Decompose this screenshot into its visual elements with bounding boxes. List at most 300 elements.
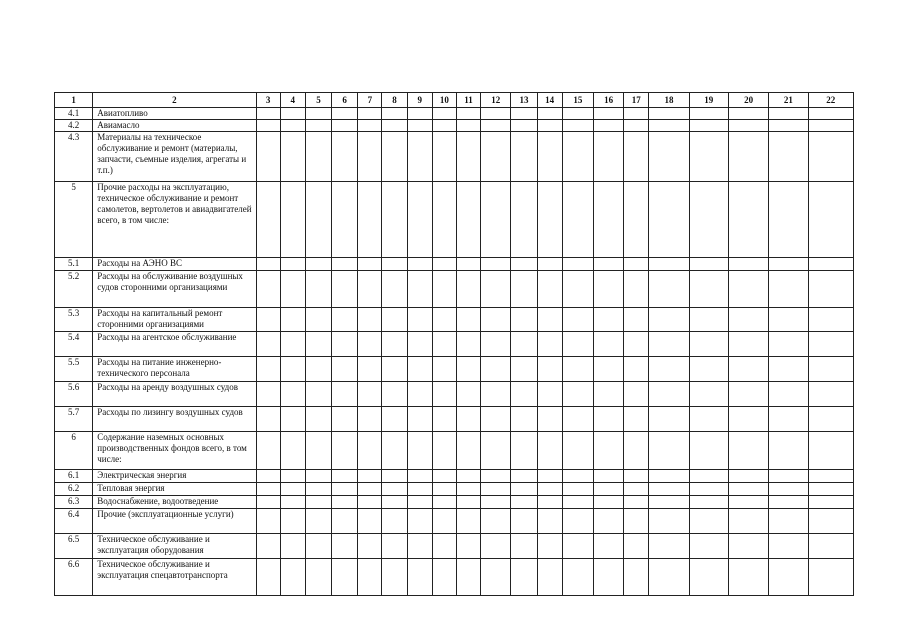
value-cell [689, 483, 728, 496]
value-cell [407, 132, 432, 182]
value-cell [456, 509, 480, 534]
value-cell [593, 120, 623, 132]
row-name: Техническое обслуживание и эксплуатация оборудования [93, 534, 256, 559]
value-cell [332, 496, 358, 509]
value-cell [481, 258, 511, 271]
value-cell [280, 509, 305, 534]
row-name: Материалы на техническое обслуживание и ремонт (материалы, запчасти, съемные изделия, агрегаты и т.п.) [93, 132, 256, 182]
value-cell [649, 357, 689, 382]
value-cell [649, 483, 689, 496]
value-cell [256, 470, 280, 483]
value-cell [280, 382, 305, 407]
value-cell [456, 332, 480, 357]
value-cell [769, 496, 808, 509]
value-cell [382, 407, 407, 432]
value-cell [456, 357, 480, 382]
value-cell [456, 258, 480, 271]
row-name: Прочие (эксплуатационные услуги) [93, 509, 256, 534]
value-cell [624, 382, 649, 407]
value-cell [332, 382, 358, 407]
column-number-22: 22 [808, 93, 853, 108]
value-cell [769, 483, 808, 496]
value-cell [624, 483, 649, 496]
value-cell [407, 559, 432, 596]
row-name: Авиамасло [93, 120, 256, 132]
value-cell [432, 258, 456, 271]
value-cell [769, 509, 808, 534]
value-cell [537, 308, 562, 332]
row-number: 5.7 [55, 407, 93, 432]
column-number-15: 15 [562, 93, 593, 108]
value-cell [769, 108, 808, 120]
value-cell [256, 496, 280, 509]
value-cell [432, 332, 456, 357]
value-cell [624, 534, 649, 559]
value-cell [456, 407, 480, 432]
value-cell [593, 182, 623, 258]
value-cell [593, 132, 623, 182]
value-cell [593, 407, 623, 432]
value-cell [432, 271, 456, 308]
value-cell [382, 108, 407, 120]
value-cell [769, 308, 808, 332]
value-cell [808, 509, 853, 534]
table-row [55, 559, 854, 596]
value-cell [256, 432, 280, 470]
value-cell [728, 470, 768, 483]
value-cell [624, 258, 649, 271]
value-cell [280, 470, 305, 483]
value-cell [358, 509, 382, 534]
value-cell [593, 258, 623, 271]
column-number-19: 19 [689, 93, 728, 108]
value-cell [407, 534, 432, 559]
value-cell [481, 182, 511, 258]
value-cell [562, 357, 593, 382]
value-cell [481, 407, 511, 432]
value-cell [481, 108, 511, 120]
value-cell [769, 332, 808, 357]
value-cell [689, 470, 728, 483]
value-cell [649, 332, 689, 357]
row-number: 5.6 [55, 382, 93, 407]
row-name: Авиатопливо [93, 108, 256, 120]
row-number: 6.2 [55, 483, 93, 496]
value-cell [537, 258, 562, 271]
value-cell [280, 271, 305, 308]
value-cell [769, 271, 808, 308]
value-cell [456, 534, 480, 559]
value-cell [382, 382, 407, 407]
value-cell [808, 496, 853, 509]
value-cell [562, 470, 593, 483]
value-cell [537, 559, 562, 596]
value-cell [537, 332, 562, 357]
value-cell [624, 308, 649, 332]
value-cell [280, 182, 305, 258]
value-cell [511, 271, 537, 308]
value-cell [332, 509, 358, 534]
value-cell [562, 182, 593, 258]
value-cell [511, 496, 537, 509]
value-cell [305, 559, 331, 596]
value-cell [280, 332, 305, 357]
table-body [55, 108, 854, 596]
value-cell [332, 470, 358, 483]
value-cell [305, 108, 331, 120]
cost-table-sheet [54, 92, 854, 596]
value-cell [481, 534, 511, 559]
value-cell [511, 483, 537, 496]
value-cell [689, 332, 728, 357]
value-cell [456, 382, 480, 407]
row-name: Прочие расходы на эксплуатацию, техническое обслуживание и ремонт самолетов, вертолетов и авиадвигателей всего, в том числе: [93, 182, 256, 258]
row-number: 5.3 [55, 308, 93, 332]
row-number: 6.4 [55, 509, 93, 534]
value-cell [305, 496, 331, 509]
value-cell [649, 534, 689, 559]
value-cell [511, 308, 537, 332]
value-cell [256, 108, 280, 120]
value-cell [456, 108, 480, 120]
row-name: Расходы по лизингу воздушных судов [93, 407, 256, 432]
value-cell [537, 534, 562, 559]
value-cell [358, 182, 382, 258]
value-cell [808, 559, 853, 596]
value-cell [728, 483, 768, 496]
value-cell [728, 559, 768, 596]
value-cell [407, 108, 432, 120]
value-cell [407, 258, 432, 271]
value-cell [382, 182, 407, 258]
value-cell [624, 108, 649, 120]
value-cell [728, 382, 768, 407]
column-number-3: 3 [256, 93, 280, 108]
value-cell [256, 332, 280, 357]
column-number-16: 16 [593, 93, 623, 108]
value-cell [305, 432, 331, 470]
value-cell [432, 496, 456, 509]
value-cell [537, 357, 562, 382]
column-number-10: 10 [432, 93, 456, 108]
value-cell [562, 407, 593, 432]
value-cell [562, 432, 593, 470]
value-cell [649, 407, 689, 432]
value-cell [649, 132, 689, 182]
value-cell [432, 132, 456, 182]
value-cell [689, 132, 728, 182]
value-cell [562, 509, 593, 534]
value-cell [456, 559, 480, 596]
value-cell [689, 308, 728, 332]
value-cell [593, 432, 623, 470]
value-cell [689, 271, 728, 308]
value-cell [481, 120, 511, 132]
value-cell [432, 120, 456, 132]
value-cell [689, 559, 728, 596]
value-cell [382, 258, 407, 271]
value-cell [593, 509, 623, 534]
value-cell [593, 332, 623, 357]
table-row [55, 332, 854, 357]
value-cell [808, 357, 853, 382]
row-name: Расходы на АЭНО ВС [93, 258, 256, 271]
value-cell [432, 470, 456, 483]
value-cell [481, 483, 511, 496]
value-cell [728, 132, 768, 182]
value-cell [562, 496, 593, 509]
value-cell [511, 108, 537, 120]
column-number-9: 9 [407, 93, 432, 108]
value-cell [305, 132, 331, 182]
value-cell [481, 509, 511, 534]
value-cell [407, 357, 432, 382]
value-cell [593, 357, 623, 382]
value-cell [511, 509, 537, 534]
value-cell [562, 308, 593, 332]
value-cell [481, 559, 511, 596]
row-number: 4.1 [55, 108, 93, 120]
row-name: Техническое обслуживание и эксплуатация спецавтотранспорта [93, 559, 256, 596]
value-cell [593, 470, 623, 483]
table-row [55, 308, 854, 332]
column-number-8: 8 [382, 93, 407, 108]
value-cell [808, 271, 853, 308]
value-cell [481, 308, 511, 332]
value-cell [481, 496, 511, 509]
value-cell [382, 534, 407, 559]
value-cell [649, 108, 689, 120]
value-cell [728, 496, 768, 509]
value-cell [305, 120, 331, 132]
value-cell [537, 120, 562, 132]
value-cell [305, 509, 331, 534]
value-cell [562, 382, 593, 407]
value-cell [593, 108, 623, 120]
value-cell [305, 483, 331, 496]
value-cell [332, 357, 358, 382]
column-number-14: 14 [537, 93, 562, 108]
value-cell [407, 332, 432, 357]
value-cell [808, 258, 853, 271]
value-cell [280, 534, 305, 559]
value-cell [562, 483, 593, 496]
value-cell [280, 308, 305, 332]
value-cell [382, 470, 407, 483]
value-cell [382, 483, 407, 496]
value-cell [624, 271, 649, 308]
table-row [55, 182, 854, 258]
column-number-20: 20 [728, 93, 768, 108]
value-cell [256, 483, 280, 496]
value-cell [649, 182, 689, 258]
value-cell [689, 108, 728, 120]
column-number-13: 13 [511, 93, 537, 108]
value-cell [689, 509, 728, 534]
value-cell [280, 357, 305, 382]
value-cell [769, 258, 808, 271]
value-cell [358, 132, 382, 182]
value-cell [511, 132, 537, 182]
value-cell [305, 470, 331, 483]
value-cell [481, 382, 511, 407]
table-row [55, 108, 854, 120]
value-cell [432, 534, 456, 559]
value-cell [649, 120, 689, 132]
value-cell [332, 120, 358, 132]
value-cell [624, 470, 649, 483]
value-cell [305, 271, 331, 308]
value-cell [537, 132, 562, 182]
value-cell [456, 496, 480, 509]
value-cell [808, 407, 853, 432]
value-cell [593, 534, 623, 559]
column-number-1: 1 [55, 93, 93, 108]
value-cell [624, 357, 649, 382]
value-cell [256, 120, 280, 132]
table-row [55, 483, 854, 496]
value-cell [305, 258, 331, 271]
value-cell [537, 432, 562, 470]
value-cell [689, 534, 728, 559]
value-cell [808, 108, 853, 120]
value-cell [808, 432, 853, 470]
table-row [55, 271, 854, 308]
table-row [55, 470, 854, 483]
value-cell [382, 496, 407, 509]
value-cell [407, 271, 432, 308]
value-cell [537, 470, 562, 483]
value-cell [728, 108, 768, 120]
value-cell [537, 483, 562, 496]
value-cell [769, 357, 808, 382]
value-cell [593, 308, 623, 332]
value-cell [808, 182, 853, 258]
row-number: 5 [55, 182, 93, 258]
value-cell [728, 407, 768, 432]
value-cell [456, 132, 480, 182]
table-row [55, 120, 854, 132]
value-cell [562, 534, 593, 559]
column-number-11: 11 [456, 93, 480, 108]
value-cell [481, 357, 511, 382]
value-cell [649, 559, 689, 596]
column-number-21: 21 [769, 93, 808, 108]
table-row [55, 432, 854, 470]
value-cell [769, 120, 808, 132]
value-cell [689, 258, 728, 271]
value-cell [358, 470, 382, 483]
row-name: Тепловая энергия [93, 483, 256, 496]
value-cell [649, 258, 689, 271]
value-cell [593, 382, 623, 407]
value-cell [407, 470, 432, 483]
value-cell [728, 357, 768, 382]
value-cell [481, 332, 511, 357]
value-cell [808, 132, 853, 182]
value-cell [332, 258, 358, 271]
value-cell [593, 271, 623, 308]
value-cell [256, 258, 280, 271]
row-name: Расходы на аренду воздушных судов [93, 382, 256, 407]
value-cell [358, 108, 382, 120]
value-cell [382, 132, 407, 182]
value-cell [728, 332, 768, 357]
column-number-2: 2 [93, 93, 256, 108]
value-cell [624, 132, 649, 182]
value-cell [382, 120, 407, 132]
value-cell [280, 483, 305, 496]
value-cell [432, 108, 456, 120]
row-name: Расходы на обслуживание воздушных судов сторонними организациями [93, 271, 256, 308]
value-cell [358, 308, 382, 332]
value-cell [624, 332, 649, 357]
value-cell [332, 534, 358, 559]
value-cell [537, 382, 562, 407]
value-cell [305, 357, 331, 382]
value-cell [332, 483, 358, 496]
value-cell [456, 483, 480, 496]
value-cell [728, 534, 768, 559]
column-number-7: 7 [358, 93, 382, 108]
column-number-header-row [55, 93, 854, 108]
value-cell [769, 559, 808, 596]
value-cell [256, 182, 280, 258]
value-cell [728, 182, 768, 258]
value-cell [537, 271, 562, 308]
value-cell [769, 132, 808, 182]
value-cell [382, 559, 407, 596]
value-cell [769, 534, 808, 559]
value-cell [689, 496, 728, 509]
column-number-4: 4 [280, 93, 305, 108]
value-cell [432, 509, 456, 534]
value-cell [432, 182, 456, 258]
value-cell [624, 182, 649, 258]
value-cell [689, 120, 728, 132]
value-cell [456, 432, 480, 470]
value-cell [407, 308, 432, 332]
value-cell [332, 108, 358, 120]
value-cell [808, 120, 853, 132]
value-cell [432, 559, 456, 596]
value-cell [358, 559, 382, 596]
value-cell [407, 407, 432, 432]
value-cell [305, 308, 331, 332]
table-row [55, 258, 854, 271]
value-cell [808, 534, 853, 559]
value-cell [511, 120, 537, 132]
value-cell [305, 382, 331, 407]
value-cell [358, 332, 382, 357]
value-cell [481, 271, 511, 308]
value-cell [456, 182, 480, 258]
value-cell [456, 120, 480, 132]
value-cell [649, 432, 689, 470]
value-cell [280, 108, 305, 120]
value-cell [256, 407, 280, 432]
value-cell [407, 509, 432, 534]
value-cell [305, 534, 331, 559]
value-cell [511, 258, 537, 271]
value-cell [432, 357, 456, 382]
value-cell [481, 432, 511, 470]
value-cell [280, 407, 305, 432]
value-cell [256, 308, 280, 332]
row-number: 6 [55, 432, 93, 470]
column-number-5: 5 [305, 93, 331, 108]
value-cell [728, 120, 768, 132]
